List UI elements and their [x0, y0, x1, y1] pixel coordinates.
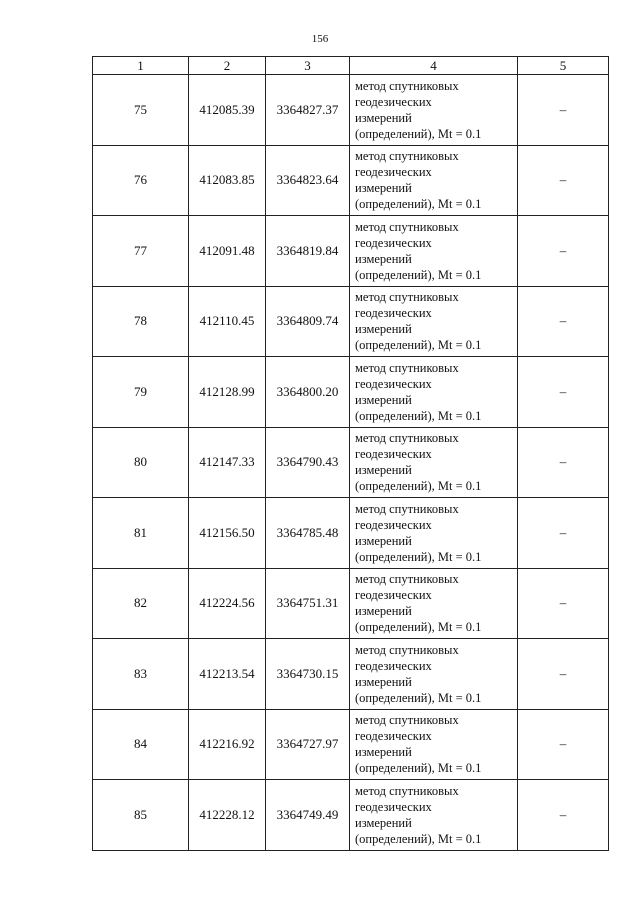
point-number-cell: 84	[93, 709, 189, 780]
column-header-4: 4	[350, 57, 518, 75]
note-cell: –	[518, 75, 609, 146]
point-number-cell: 76	[93, 145, 189, 216]
method-cell	[350, 639, 518, 710]
x-coordinate-cell: 412147.33	[189, 427, 266, 498]
method-line: геодезических	[355, 306, 432, 321]
method-cell	[350, 357, 518, 428]
method-line: метод спутниковых	[355, 78, 459, 93]
x-coordinate-cell: 412213.54	[189, 639, 266, 710]
method-cell	[350, 286, 518, 357]
table-row	[93, 145, 609, 216]
method-line: геодезических	[355, 517, 432, 532]
note-cell: –	[518, 216, 609, 287]
method-line: измерений	[355, 181, 412, 196]
method-line: измерений	[355, 463, 412, 478]
method-line: (определений), Mt = 0.1	[355, 761, 482, 776]
note-cell: –	[518, 427, 609, 498]
method-line: измерений	[355, 533, 412, 548]
y-coordinate-cell: 3364727.97	[266, 709, 350, 780]
table-row	[93, 568, 609, 639]
point-number-cell: 79	[93, 357, 189, 428]
note-cell: –	[518, 709, 609, 780]
method-line: измерений	[355, 110, 412, 125]
method-cell	[350, 498, 518, 569]
column-header-5: 5	[518, 57, 609, 75]
method-line: метод спутниковых	[355, 783, 459, 798]
point-number-cell: 85	[93, 780, 189, 851]
method-line: метод спутниковых	[355, 572, 459, 587]
x-coordinate-cell: 412091.48	[189, 216, 266, 287]
point-number-cell: 81	[93, 498, 189, 569]
table-body	[93, 75, 609, 851]
note-cell: –	[518, 639, 609, 710]
method-line: (определений), Mt = 0.1	[355, 831, 482, 846]
y-coordinate-cell: 3364751.31	[266, 568, 350, 639]
point-number-cell: 75	[93, 75, 189, 146]
method-cell	[350, 216, 518, 287]
method-cell	[350, 568, 518, 639]
method-line: метод спутниковых	[355, 642, 459, 657]
point-number-cell: 77	[93, 216, 189, 287]
method-line: метод спутниковых	[355, 219, 459, 234]
column-header-3: 3	[266, 57, 350, 75]
x-coordinate-cell: 412156.50	[189, 498, 266, 569]
method-line: (определений), Mt = 0.1	[355, 408, 482, 423]
table-row	[93, 75, 609, 146]
table-row	[93, 216, 609, 287]
point-number-cell: 82	[93, 568, 189, 639]
y-coordinate-cell: 3364790.43	[266, 427, 350, 498]
method-cell	[350, 75, 518, 146]
method-line: измерений	[355, 322, 412, 337]
method-line: (определений), Mt = 0.1	[355, 267, 482, 282]
method-cell	[350, 427, 518, 498]
method-line: геодезических	[355, 447, 432, 462]
method-line: геодезических	[355, 588, 432, 603]
method-cell	[350, 780, 518, 851]
x-coordinate-cell: 412228.12	[189, 780, 266, 851]
method-line: (определений), Mt = 0.1	[355, 690, 482, 705]
note-cell: –	[518, 780, 609, 851]
column-header-2: 2	[189, 57, 266, 75]
method-line: геодезических	[355, 94, 432, 109]
note-cell: –	[518, 145, 609, 216]
table-row	[93, 427, 609, 498]
x-coordinate-cell: 412216.92	[189, 709, 266, 780]
page-number: 156	[311, 33, 329, 45]
method-line: метод спутниковых	[355, 360, 459, 375]
method-line: метод спутниковых	[355, 713, 459, 728]
method-cell	[350, 145, 518, 216]
method-line: геодезических	[355, 376, 432, 391]
method-line: (определений), Mt = 0.1	[355, 338, 482, 353]
y-coordinate-cell: 3364800.20	[266, 357, 350, 428]
table-row	[93, 357, 609, 428]
note-cell: –	[518, 498, 609, 569]
method-line: метод спутниковых	[355, 501, 459, 516]
note-cell: –	[518, 357, 609, 428]
method-line: геодезических	[355, 658, 432, 673]
method-line: (определений), Mt = 0.1	[355, 197, 482, 212]
method-line: измерений	[355, 815, 412, 830]
point-number-cell: 80	[93, 427, 189, 498]
x-coordinate-cell: 412083.85	[189, 145, 266, 216]
note-cell: –	[518, 568, 609, 639]
table-row	[93, 709, 609, 780]
method-line: измерений	[355, 745, 412, 760]
x-coordinate-cell: 412224.56	[189, 568, 266, 639]
method-line: измерений	[355, 674, 412, 689]
y-coordinate-cell: 3364749.49	[266, 780, 350, 851]
method-line: геодезических	[355, 235, 432, 250]
note-cell: –	[518, 286, 609, 357]
table-row	[93, 639, 609, 710]
method-line: измерений	[355, 251, 412, 266]
point-number-cell: 78	[93, 286, 189, 357]
method-line: (определений), Mt = 0.1	[355, 479, 482, 494]
x-coordinate-cell: 412110.45	[189, 286, 266, 357]
method-line: метод спутниковых	[355, 149, 459, 164]
column-header-1: 1	[93, 57, 189, 75]
method-line: (определений), Mt = 0.1	[355, 126, 482, 141]
method-line: (определений), Mt = 0.1	[355, 549, 482, 564]
table-row	[93, 498, 609, 569]
y-coordinate-cell: 3364730.15	[266, 639, 350, 710]
header-row	[93, 57, 609, 75]
method-line: геодезических	[355, 799, 432, 814]
point-number-cell: 83	[93, 639, 189, 710]
y-coordinate-cell: 3364785.48	[266, 498, 350, 569]
table-row	[93, 286, 609, 357]
y-coordinate-cell: 3364819.84	[266, 216, 350, 287]
method-line: метод спутниковых	[355, 431, 459, 446]
method-line: геодезических	[355, 165, 432, 180]
method-line: метод спутниковых	[355, 290, 459, 305]
method-line: геодезических	[355, 729, 432, 744]
method-line: измерений	[355, 392, 412, 407]
y-coordinate-cell: 3364809.74	[266, 286, 350, 357]
method-line: измерений	[355, 604, 412, 619]
table-row	[93, 780, 609, 851]
coordinates-table	[92, 56, 609, 851]
x-coordinate-cell: 412128.99	[189, 357, 266, 428]
method-cell	[350, 709, 518, 780]
y-coordinate-cell: 3364823.64	[266, 145, 350, 216]
x-coordinate-cell: 412085.39	[189, 75, 266, 146]
method-line: (определений), Mt = 0.1	[355, 620, 482, 635]
y-coordinate-cell: 3364827.37	[266, 75, 350, 146]
